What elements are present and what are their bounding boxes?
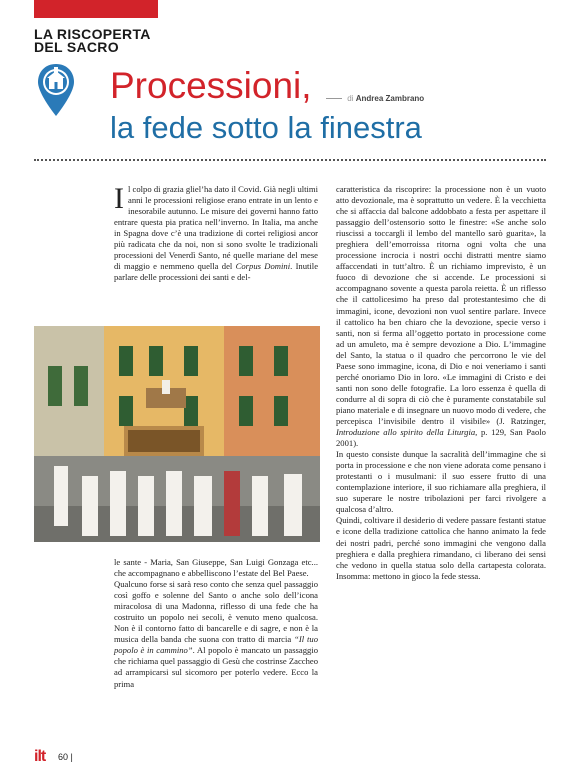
article-column-1-top (114, 184, 318, 283)
text-run: l colpo di grazia glielʼha dato il Covid. Già negli ultimi anni le processioni religiose erano entrate in un lento e inesorabile autunno. Le misure dei governi hanno fatto entrare questa pia pratica nellʼinverno. In Italia, ma anche in Spagna dove cʼè una tradizione di cortei religiosi ancor più radicata che da noi, non si sono svolte le tradizionali processioni del Venerdì Santo, né quelle mariane del mese di maggio e nemmeno quella del (114, 184, 318, 272)
church-location-pin-icon (36, 62, 76, 118)
text-run: Qualcuno forse si sarà reso conto che senza quel passaggio così goffo e solenne del Santo o anche solo dellʼicona miracolosa di una Madonna, riflesso di una fede che ha costruito un popolo nei secoli, è venuto meno qualcosa. Non è il contorno fatto di bancarelle e di sagre, e non è la musica della banda che suona con tratto di marcia (114, 579, 318, 645)
text-run: . Al popolo è mancato un passaggio che richiama quel passaggio di Gesù che costrinse Zaccheo ad arrampicarsi sul sicomoro per poterlo vedere. Ecco la prima (114, 645, 318, 689)
byline-prefix: di (347, 94, 354, 103)
byline-author: Andrea Zambrano (355, 94, 425, 103)
top-red-bar (34, 0, 158, 18)
paragraph (114, 579, 318, 689)
paragraph: Quindi, coltivare il desiderio di vedere passare festanti statue e icone della tradizione cattolica che hanno animato la fede dei nostri padri, perché sono immagini che vengono dalla preghiera e dalla preghiera rimandano, ci liberano dei sensi che vedono in quella statua solo della cartapesta colorata. Insomma: mettono in gioco la fede stessa. (336, 515, 546, 581)
byline-rule (326, 98, 342, 99)
italic-run: Corpus Domini (235, 261, 291, 272)
page-number: 60 | (58, 752, 73, 762)
byline (326, 94, 424, 103)
section-line-2: DEL SACRO (34, 39, 119, 55)
paragraph: le sante - Maria, San Giuseppe, San Luigi Gonzaga etc... che accompagnano e abbelliscono lʼestate del Bel Paese. (114, 557, 318, 579)
article-column-2 (336, 184, 546, 582)
italic-run: “Il tuo popolo è in cammino” (114, 634, 318, 656)
magazine-logo: ilt (34, 748, 46, 765)
section-line-1: LA RISCOPERTA (34, 26, 151, 42)
article-column-1-bottom (114, 557, 318, 690)
italic-run: Introduzione allo spirito della Liturgia (336, 427, 476, 438)
article-title-line-1: Processioni, (110, 65, 312, 106)
paragraph (114, 184, 318, 283)
paragraph: In questo consiste dunque la sacralità dellʼimmagine che si porta in processione e che non viene adorata come pensano i protestanti o i musulmani: il suo essere frutto di una contemplazione interiore, il suo richiamare alla preghiera, il suo superare le nostre tribolazioni per farci rivolgere a qualcosa dʼaltro. (336, 449, 546, 515)
dotted-divider (34, 159, 546, 161)
paragraph (336, 184, 546, 449)
drop-cap: I (114, 182, 124, 215)
text-run: , p. 129, San Paolo 2001). (336, 427, 546, 449)
procession-photo (34, 326, 320, 542)
section-label (34, 28, 151, 54)
article-title-line-2: la fede sotto la finestra (110, 110, 422, 145)
text-run: caratteristica da riscoprire: la processione non è un vuoto atto devozionale, ma è soprattutto un vedere. È la vecchietta che si affaccia dal balcone addobbato a festa per aspettare il passaggio dellʼostensorio sotto le finestre: «Se anche solo riuscissi a toccargli il lembo del mantello sarò guarita», la preghiera dellʼemorroissa ritorna ogni volta che una processione incrocia i nostri occhi distratti mentre siamo affaccendati in tuttʼaltro. È un richiamo imprevisto, è un fuoco di devozione che si accende. Le processioni si accompagnano sovente a questa parola reietta. È un riflesso che il cattolicesimo ha preso dal protestantesimo che di immagini, icone, devozioni non vuol sentire parlare. Invece il cattolico ha ben chiaro che la devozione, specie verso i santi, non si ferma allʼoggetto portato in processione come ad un amuleto, ma è sempre devozione a Dio. Lʼimmagine del Santo, la statua o il quadro che percorrono le vie del Paese sono immagine, icona, di Dio e noi veneriamo i santi perché onoriamo Dio in loro. «Le immagini di Cristo e dei santi non sono delle fotografie. La loro essenza è quella di condurre al di sopra di ciò che è puramente constatabile sul piano materiale e di insegnare un nuovo modo di vedere, che percepisca lʼinvisibile dentro il visibile» (J. Ratzinger, (336, 184, 546, 426)
text-run: . Inutile parlare delle processioni dei santi e del- (114, 261, 319, 283)
